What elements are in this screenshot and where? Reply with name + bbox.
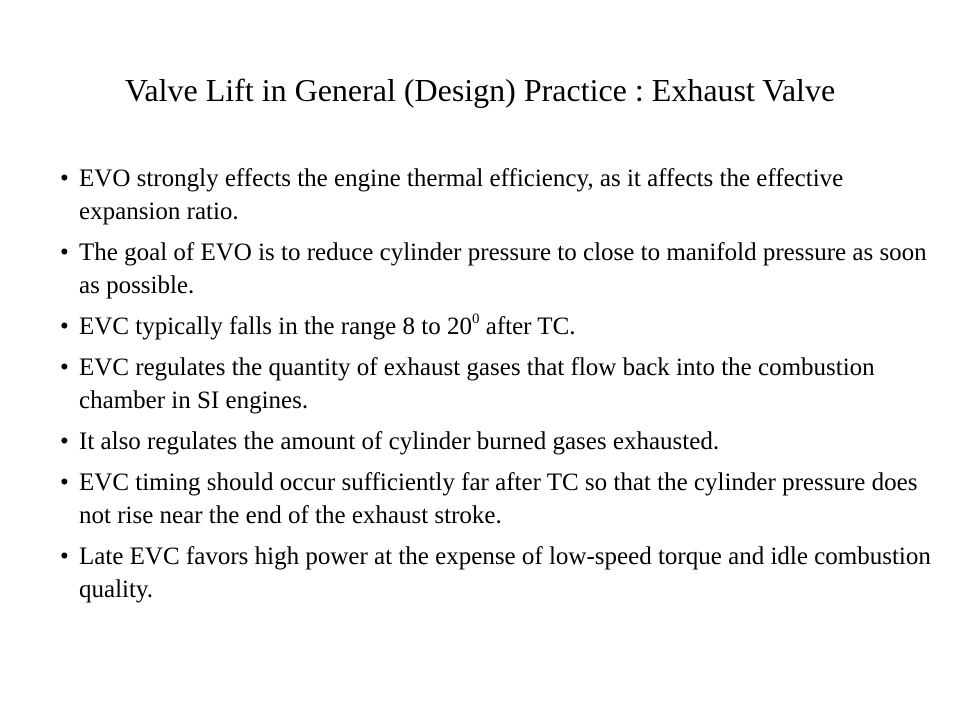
bullet-icon: • <box>60 354 69 381</box>
bullet-item <box>62 236 942 302</box>
bullet-item <box>62 351 942 417</box>
bullet-text: EVC timing should occur sufficiently far after TC so that the cylinder pressure does not rise near the end of the exhaust stroke. <box>79 469 918 529</box>
bullet-item <box>62 466 942 532</box>
bullet-item <box>62 425 942 458</box>
bullet-text <box>79 310 576 340</box>
bullet-text: The goal of EVO is to reduce cylinder pressure to close to manifold pressure as soon as possible. <box>79 239 927 299</box>
bullet-item <box>62 310 942 343</box>
degree-superscript: 0 <box>471 310 480 327</box>
slide-title: Valve Lift in General (Design) Practice : Exhaust Valve <box>124 72 836 108</box>
bullet-icon: • <box>60 239 69 266</box>
bullet-text: EVC regulates the quantity of exhaust gases that flow back into the combustion chamber in SI engines. <box>79 354 875 414</box>
bullet-icon: • <box>60 543 69 570</box>
bullet-icon: • <box>60 428 69 455</box>
bullet-text: Late EVC favors high power at the expense of low-speed torque and idle combustion quality. <box>79 543 931 603</box>
bullet-icon: • <box>60 313 69 340</box>
bullet-text: EVO strongly effects the engine thermal efficiency, as it affects the effective expansion ratio. <box>79 165 844 225</box>
bullet-text-part: after TC. <box>479 313 576 340</box>
bullet-list <box>62 162 942 614</box>
bullet-item <box>62 162 942 228</box>
bullet-item <box>62 540 942 606</box>
bullet-icon: • <box>60 165 69 192</box>
bullet-text: It also regulates the amount of cylinder burned gases exhausted. <box>79 428 720 455</box>
bullet-text-part: EVC typically falls in the range 8 to 20 <box>79 313 472 340</box>
bullet-icon: • <box>60 469 69 496</box>
